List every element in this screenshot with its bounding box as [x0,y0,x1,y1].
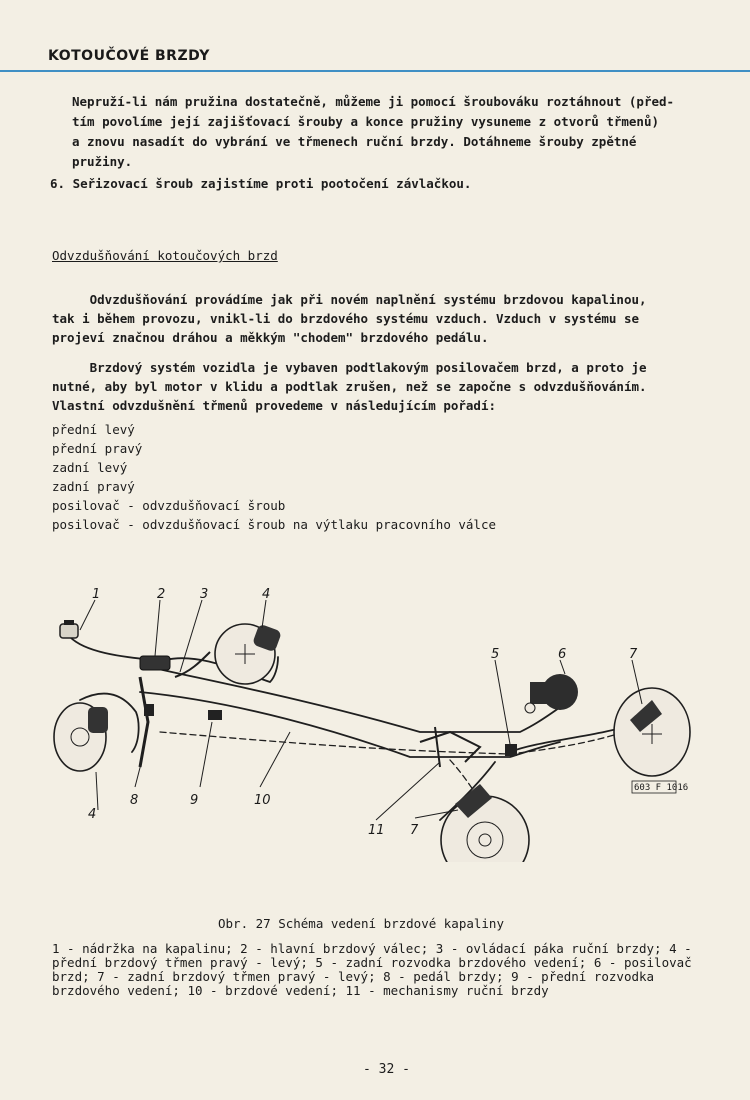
list-item: zadní pravý [52,479,135,494]
brake-booster [525,674,578,713]
list-item: přední pravý [52,441,143,456]
list-item: zadní levý [52,460,128,475]
label-10: 10 [254,793,271,808]
intro-line-3: a znovu nasadít do vybrání ve třmenech ruční brzdy. Dotáhneme šrouby zpětné [72,134,637,149]
intro-line-2: tím povolíme její zajišťovací šrouby a konce pružiny vysuneme z otvorů třmenů) [72,114,659,129]
label-2: 2 [157,587,166,602]
list-item: posilovač - odvzdušňovací šroub [52,498,286,513]
brake-line-main [150,667,570,732]
section-para2-line-3: Vlastní odvzdušnění třmenů provedeme v následujícím pořadí: [52,398,497,413]
section-para2-line-1: Brzdový systém vozidla je vybaven podtlakovým posilovačem brzd, a proto je [52,360,647,375]
section-para1-line-3: projeví značnou dráhou a měkkým "chodem" brzdového pedálu. [52,330,489,345]
label-6: 6 [558,647,567,662]
section-heading: Odvzdušňování kotoučových brzd [52,248,278,263]
list-item: posilovač - odvzdušňovací šroub na výtlaku pracovního válce [52,517,497,532]
label-9: 9 [190,793,199,808]
list-item: přední levý [52,422,135,437]
section-para1-line-1: Odvzdušňování provádíme jak při novém naplnění systému brzdovou kapalinou, [52,292,647,307]
page-number: - 32 - [363,1062,410,1077]
intro-line-4: pružiny. [72,154,133,169]
fluid-reservoir [60,620,78,638]
brake-system-diagram [40,582,710,862]
label-4-left: 4 [88,807,97,822]
label-7-bottom: 7 [410,823,419,838]
intro-line-1: Nepruží-li nám pružina dostatečně, můžeme ji pomocí šroubováku roztáhnout (před- [72,94,675,109]
section-para1-line-2: tak i během provozu, vnikl-li do brzdového systému vzduch. Vzduch v systému se [52,311,639,326]
rear-left-disc [441,784,529,862]
front-left-disc [54,703,108,771]
rear-distributor [505,744,517,756]
bleeding-order-list [52,420,496,534]
section-para2-line-2: nutné, aby byl motor v klidu a podtlak zrušen, než se započne s odvzdušňováním. [52,379,647,394]
brake-pedal [140,677,154,767]
figure-caption: Obr. 27 Schéma vedení brzdové kapaliny [218,916,504,931]
label-8: 8 [130,793,139,808]
figure-legend: 1 - nádržka na kapalinu; 2 - hlavní brzdový válec; 3 - ovládací páka ruční brzdy; 4 - přední brzdový třmen pravý - levý; 5 - zadní rozvodka brzdového vedení; 6 - posilovač brzd; 7 - zadní brzdový třmen pravý - levý; 8 - pedál brzdy; 9 - přední rozvodka brzdového vedení; 10 - brzdové vedení; 11 - mechanismy ruční brzdy [52,941,692,998]
label-7-right: 7 [629,647,638,662]
front-right-disc [215,624,282,684]
header-rule [0,70,750,72]
label-5: 5 [491,647,500,662]
label-3: 3 [200,587,209,602]
handbrake-mechanism [420,727,480,767]
label-4-top: 4 [262,587,271,602]
step-6: 6. Seřizovací šroub zajistíme proti pootočení závlačkou. [50,176,472,191]
rear-right-disc [614,688,690,776]
label-1: 1 [92,587,101,602]
label-11: 11 [368,823,385,838]
front-distributor [208,710,222,720]
figure-code: 603 F 1016 [634,783,689,793]
page-header-title: KOTOUČOVÉ BRZDY [48,48,210,64]
